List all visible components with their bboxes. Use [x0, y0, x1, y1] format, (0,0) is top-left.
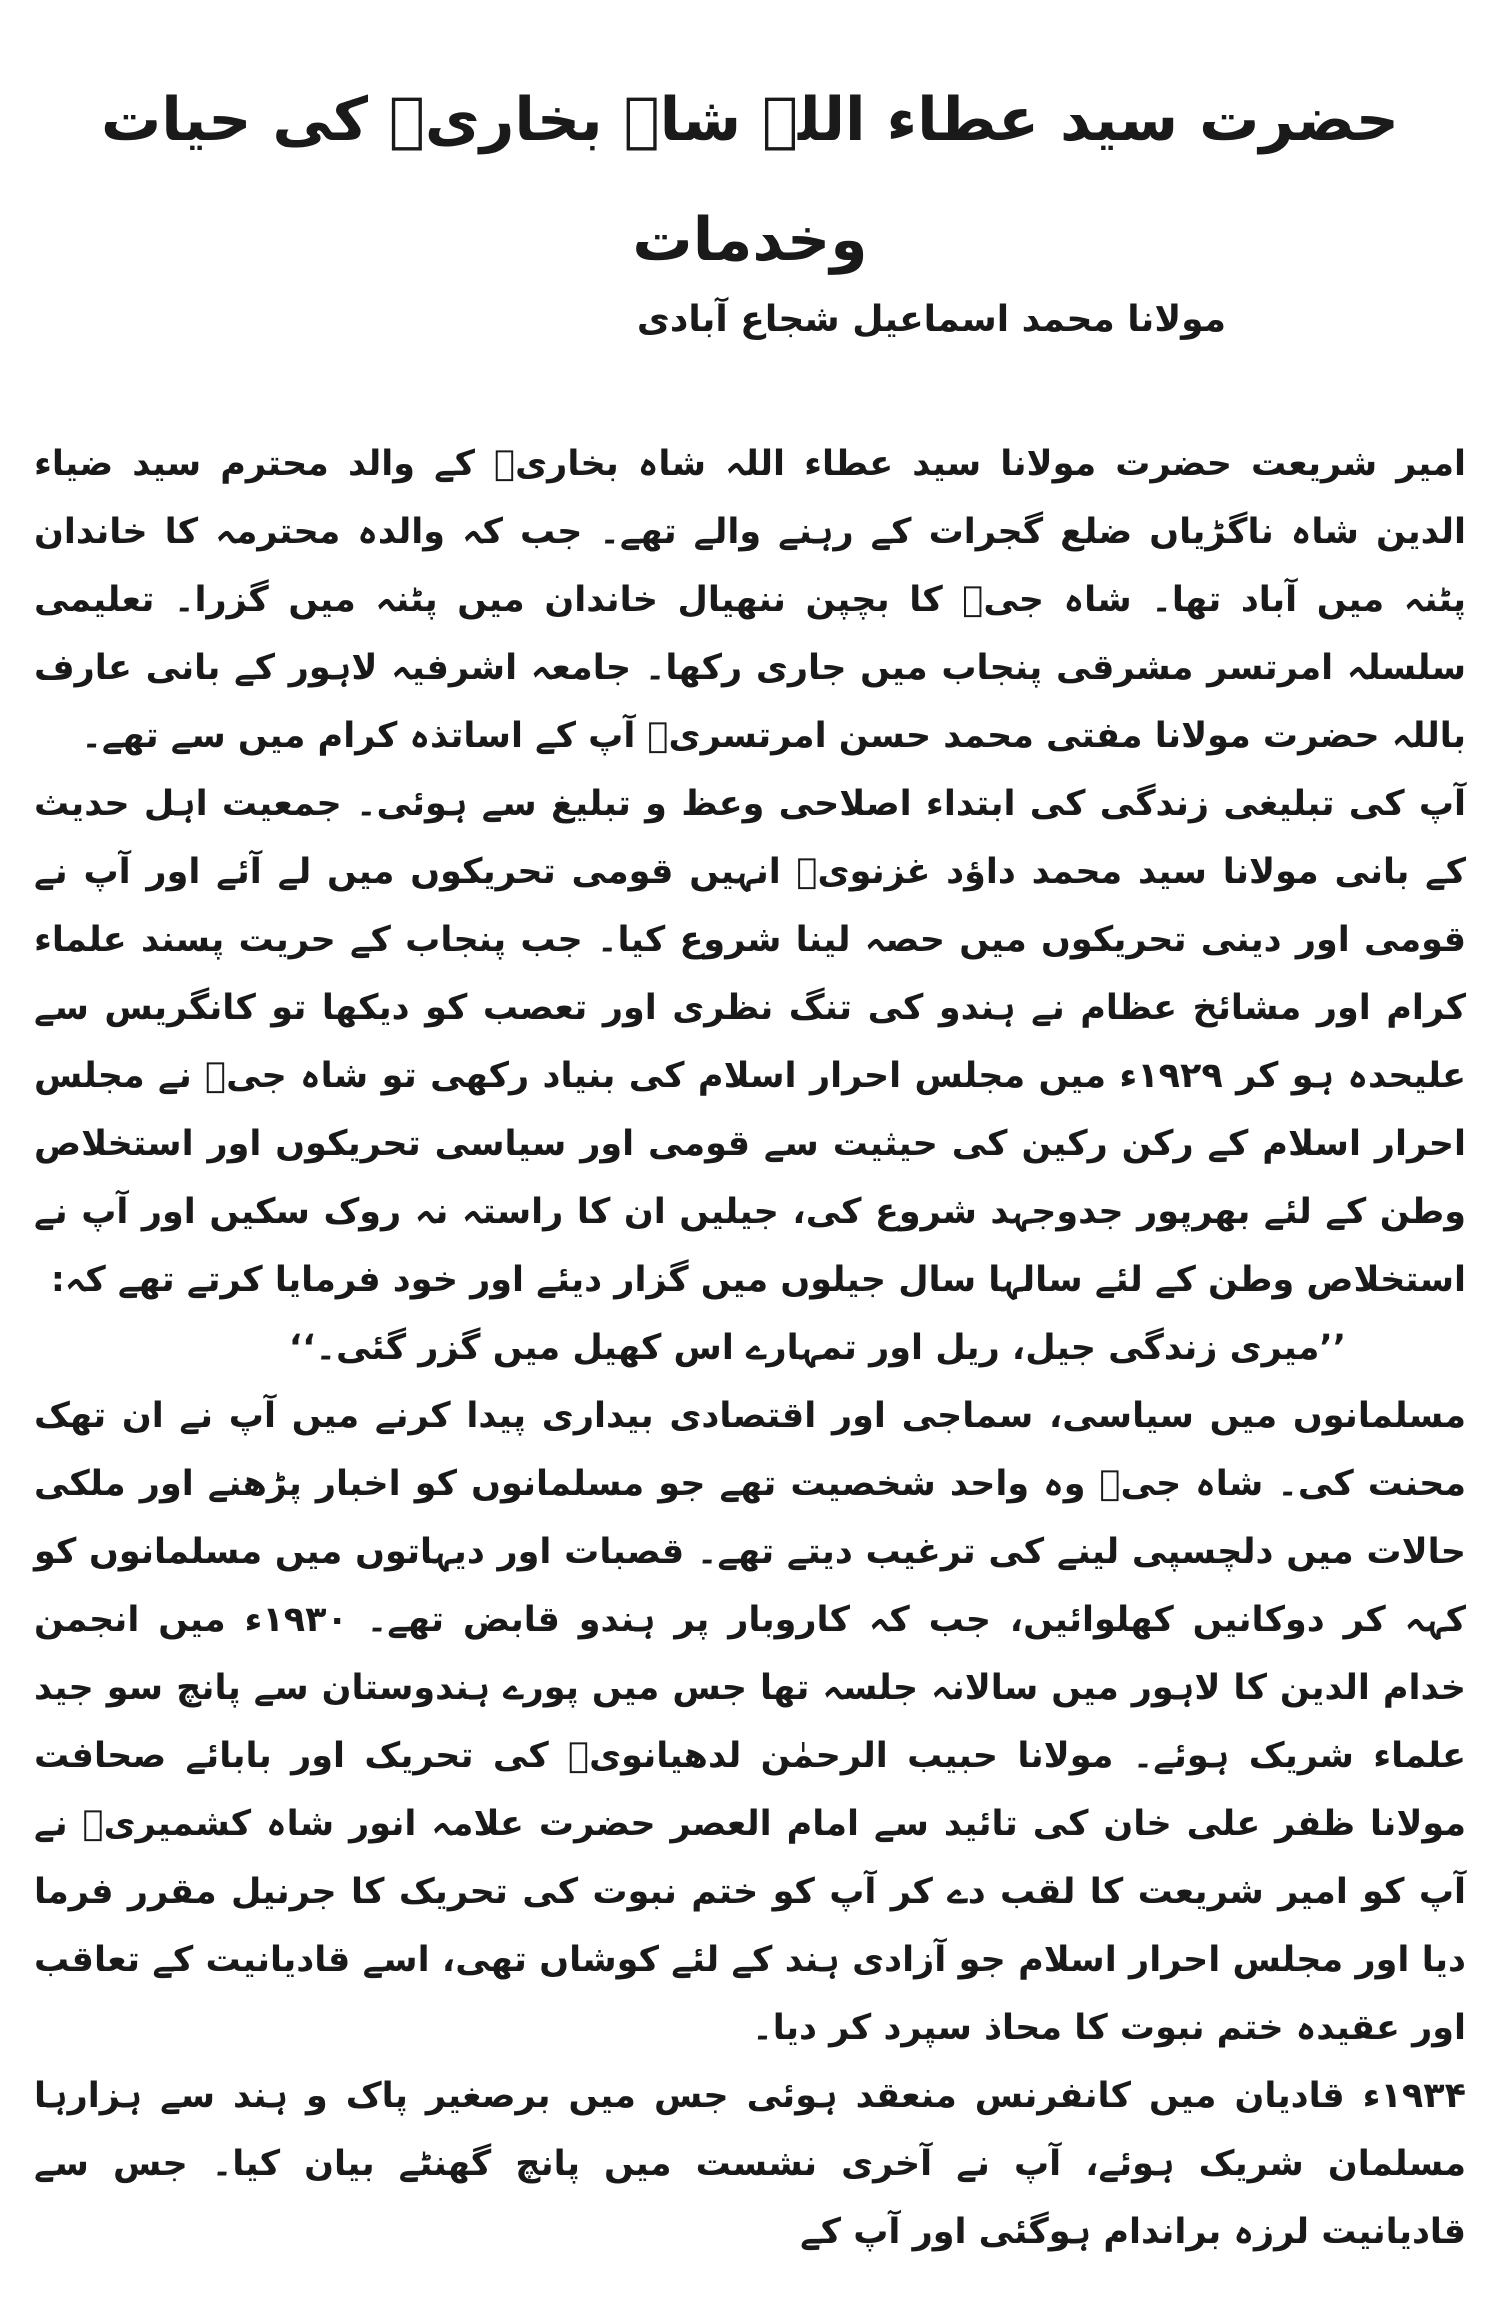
author-name: مولانا محمد اسماعیل شجاع آبادی	[636, 299, 1226, 340]
paragraph-2: آپ کی تبلیغی زندگی کی ابتداء اصلاحی وعظ و تبلیغ سے ہوئی۔ جمعیت اہل حدیث کے بانی مولانا سید محمد داؤد غزنویؒ انہیں قومی تحریکوں میں لے آئے اور آپ نے قومی اور دینی تحریکوں میں حصہ لینا شروع کیا۔ جب پنجاب کے حریت پسند علماء کرام اور مشائخ عظام نے ہندو کی تنگ نظری اور تعصب کو دیکھا تو کانگریس سے علیحدہ ہو کر ۱۹۲۹ء میں مجلس احرار اسلام کی بنیاد رکھی تو شاہ جیؒ نے مجلس احرار اسلام کے رکن رکین کی حیثیت سے قومی اور سیاسی تحریکوں اور استخلاص وطن کے لئے بھرپور جدوجہد شروع کی، جیلیں ان کا راستہ نہ روک سکیں اور آپ نے استخلاص وطن کے لئے سالہا سال جیلوں میں گزار دیئے اور خود فرمایا کرتے تھے کہ:	[34, 784, 1466, 1300]
paragraph-4: ۱۹۳۴ء قادیان میں کانفرنس منعقد ہوئی جس میں برصغیر پاک و ہند سے ہزارہا مسلمان شریک ہوئے، آپ نے آخری نشست میں پانچ گھنٹے بیان کیا۔ جس سے قادیانیت لرزہ براندام ہوگئی اور آپ کے	[34, 2076, 1466, 2252]
article-body	[34, 430, 1466, 2266]
paragraph-1: امیر شریعت حضرت مولانا سید عطاء اللہ شاہ بخاریؒ کے والد محترم سید ضیاء الدین شاہ ناگڑیاں ضلع گجرات کے رہنے والے تھے۔ جب کہ والدہ محترمہ کا خاندان پٹنہ میں آباد تھا۔ شاہ جیؒ کا بچپن ننھیال خاندان میں پٹنہ میں گزرا۔ تعلیمی سلسلہ امرتسر مشرقی پنجاب میں جاری رکھا۔ جامعہ اشرفیہ لاہور کے بانی عارف باللہ حضرت مولانا مفتی محمد حسن امرتسریؒ آپ کے اساتذہ کرام میں سے تھے۔	[34, 444, 1466, 756]
quotation: ’’میری زندگی جیل، ریل اور تمہارے اس کھیل میں گزر گئی۔‘‘	[288, 1328, 1346, 1368]
paragraph-3: مسلمانوں میں سیاسی، سماجی اور اقتصادی بیداری پیدا کرنے میں آپ نے ان تھک محنت کی۔ شاہ جیؒ وہ واحد شخصیت تھے جو مسلمانوں کو اخبار پڑھنے اور ملکی حالات میں دلچسپی لینے کی ترغیب دیتے تھے۔ قصبات اور دیہاتوں میں مسلمانوں کو کہہ کر دوکانیں کھلوائیں، جب کہ کاروبار پر ہندو قابض تھے۔ ۱۹۳۰ء میں انجمن خدام الدین کا لاہور میں سالانہ جلسہ تھا جس میں پورے ہندوستان سے پانچ سو جید علماء شریک ہوئے۔ مولانا حبیب الرحمٰن لدھیانویؒ کی تحریک اور بابائے صحافت مولانا ظفر علی خان کی تائید سے امام العصر حضرت علامہ انور شاہ کشمیریؒ نے آپ کو امیر شریعت کا لقب دے کر آپ کو ختم نبوت کی تحریک کا جرنیل مقرر فرما دیا اور مجلس احرار اسلام جو آزادی ہند کے لئے کوشاں تھی، اسے قادیانیت کے تعاقب اور عقیدہ ختم نبوت کا محاذ سپرد کر دیا۔	[34, 1396, 1466, 2048]
article-title: حضرت سید عطاء اللہ شاہ بخاریؒ کی حیات وخدمات	[100, 85, 1400, 275]
